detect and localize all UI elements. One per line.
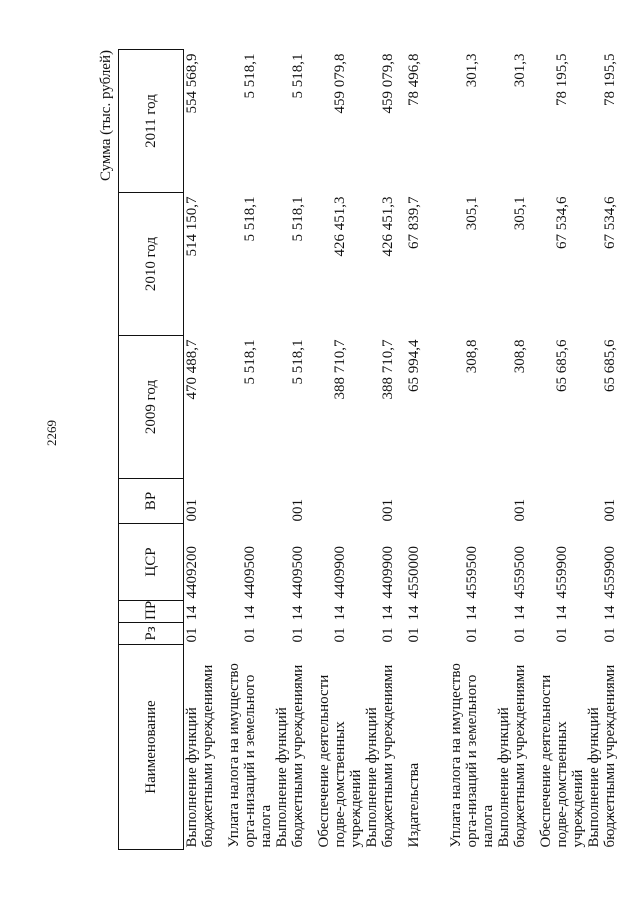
row-rz: 01 [241,627,258,643]
row-name: Выполнение функций бюджетными учреждениями [273,664,306,848]
table-row [184,50,226,850]
row-csr: 4550000 [405,546,422,599]
row-vr [406,479,448,524]
row-name: Уплата налога на имущество орга-низаций и земельного налога [225,663,274,848]
row-2011: 5 518,1 [241,53,258,99]
row-vr: 001 [289,499,306,522]
table-header-row [119,50,184,850]
row-2011: 78 195,5 [553,53,570,106]
row-csr: 4559900 [553,546,570,599]
table-row [406,50,448,850]
header-csr: ЦСР [119,524,184,601]
page-number: 2269 [44,420,59,446]
row-name: Выполнение функций бюджетными учреждениями [184,664,216,848]
row-csr: 4409500 [289,546,306,599]
row-2010: 305,1 [463,196,480,231]
row-2011: 459 079,8 [331,53,348,114]
header-vr: ВР [119,479,184,524]
table-row [364,50,406,850]
row-2011: 5 518,1 [289,53,306,99]
row-vr: 001 [184,499,200,522]
row-2011: 554 568,9 [184,53,200,114]
row-2009: 388 710,7 [331,339,348,400]
row-vr: 001 [601,499,618,522]
row-2010: 426 451,3 [379,196,396,257]
row-pr: 14 [379,605,396,621]
row-pr: 14 [405,605,422,621]
row-2009: 5 518,1 [241,339,258,385]
header-rz: Рз [119,623,184,645]
row-name: Обеспечение деятельности подве-домственных учреждений [315,674,364,848]
row-rz: 01 [405,627,422,643]
row-vr [226,479,274,524]
row-csr: 4409900 [379,546,396,599]
row-rz: 01 [511,627,528,643]
row-2011: 78 496,8 [405,53,422,106]
row-csr: 4559500 [463,546,480,599]
row-name: Уплата налога на имущество орга-низаций и земельного налога [447,663,496,848]
row-rz: 01 [463,627,480,643]
row-vr [316,479,364,524]
row-2011: 78 195,5 [601,53,618,106]
row-name: Обеспечение деятельности подве-домственных учреждений [537,674,586,848]
header-name: Наименование [119,645,184,850]
row-rz: 01 [601,627,618,643]
row-pr: 14 [553,605,570,621]
budget-table [118,49,628,850]
row-2009: 308,8 [511,339,528,374]
row-rz: 01 [289,627,306,643]
row-csr: 4559500 [511,546,528,599]
header-2011: 2011 год [119,50,184,193]
header-pr: ПР [119,601,184,623]
table-row [538,50,586,850]
unit-note: Сумма (тыс. рублей) [98,50,114,182]
row-2010: 5 518,1 [289,196,306,242]
row-csr: 4409900 [331,546,348,599]
row-2010: 5 518,1 [241,196,258,242]
row-rz: 01 [553,627,570,643]
row-rz: 01 [184,627,200,643]
row-2011: 459 079,8 [379,53,396,114]
rotated-budget-page [98,50,618,850]
row-name: Выполнение функций бюджетными учреждениями [495,664,528,848]
row-2009: 388 710,7 [379,339,396,400]
row-pr: 14 [511,605,528,621]
table-row [226,50,274,850]
row-2009: 65 685,6 [553,339,570,392]
row-name: Выполнение функций бюджетными учреждениями [363,664,396,848]
row-2010: 514 150,7 [184,196,200,257]
row-pr: 14 [601,605,618,621]
row-csr: 4409500 [241,546,258,599]
header-2010: 2010 год [119,193,184,336]
row-2009: 65 685,6 [601,339,618,392]
table-row [496,50,538,850]
row-2011: 301,3 [463,53,480,88]
row-pr: 14 [289,605,306,621]
row-vr: 001 [511,499,528,522]
row-pr: 14 [241,605,258,621]
row-2010: 67 534,6 [553,196,570,249]
row-csr: 4559900 [601,546,618,599]
table-row [586,50,628,850]
row-name: Выполнение функций бюджетными учреждениями [585,664,618,848]
table-row [448,50,496,850]
row-2009: 470 488,7 [184,339,200,400]
row-rz: 01 [379,627,396,643]
row-name: Издательства [405,762,422,848]
row-vr [538,479,586,524]
row-rz: 01 [331,627,348,643]
table-row [316,50,364,850]
row-vr: 001 [379,499,396,522]
row-2010: 67 839,7 [405,196,422,249]
row-vr [448,479,496,524]
table-body [184,50,628,850]
row-2010: 305,1 [511,196,528,231]
row-2009: 5 518,1 [289,339,306,385]
row-pr: 14 [184,605,200,621]
row-2009: 308,8 [463,339,480,374]
row-2010: 67 534,6 [601,196,618,249]
header-2009: 2009 год [119,336,184,479]
row-csr: 4409200 [184,546,200,599]
row-2010: 426 451,3 [331,196,348,257]
row-pr: 14 [331,605,348,621]
row-2009: 65 994,4 [405,339,422,392]
table-row [274,50,316,850]
row-pr: 14 [463,605,480,621]
row-2011: 301,3 [511,53,528,88]
